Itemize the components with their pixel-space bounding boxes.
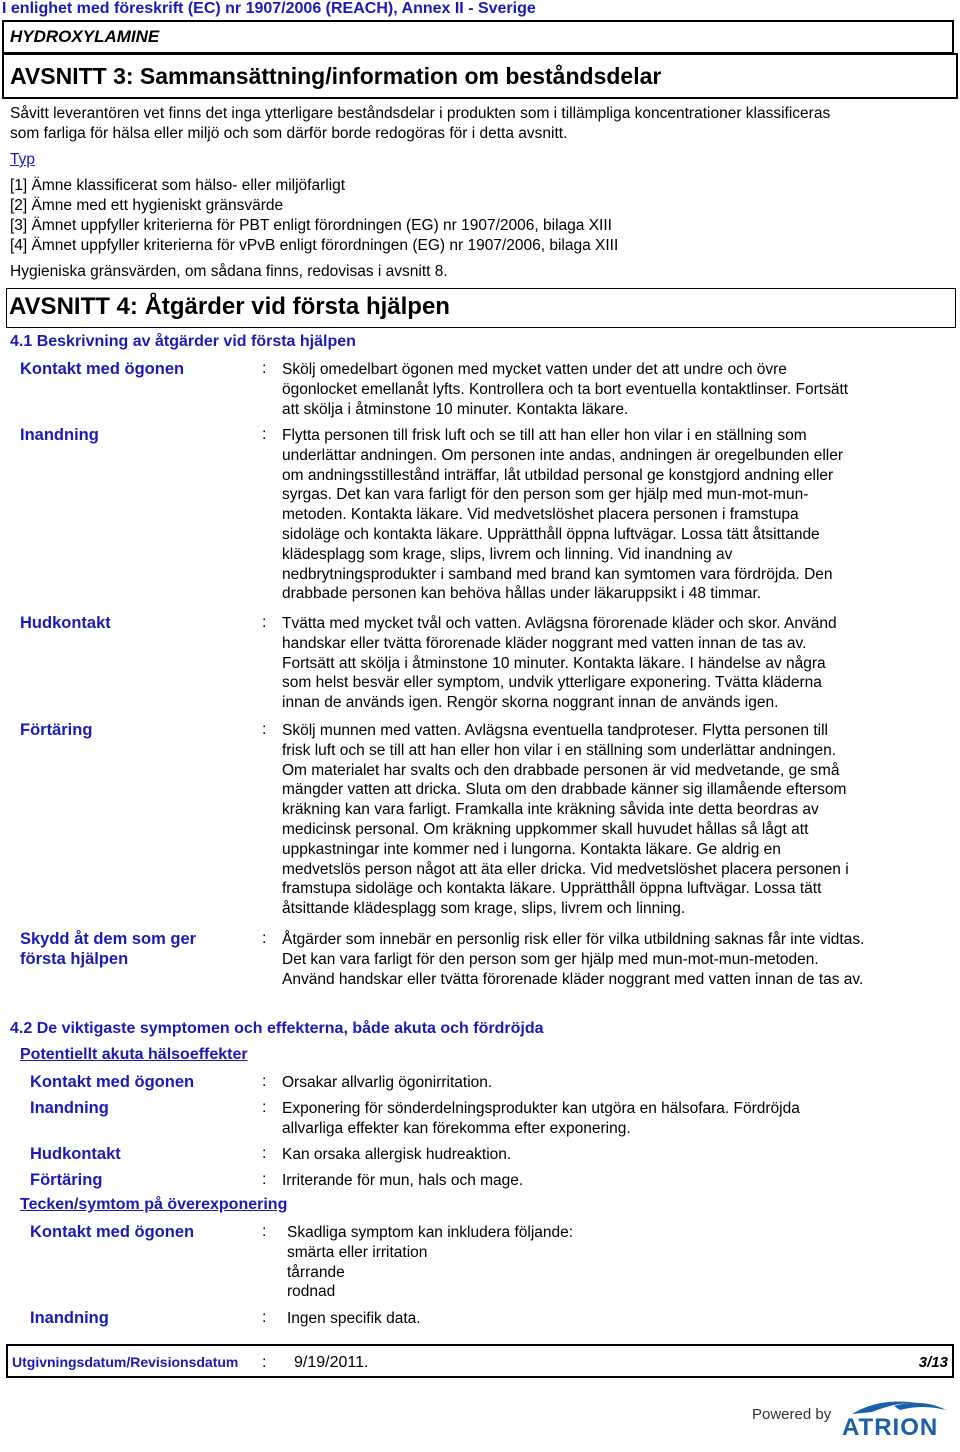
label-line: första hjälpen <box>20 950 129 968</box>
text-line: drabbade personen kan behöva hållas under läkaruppsikt i 48 timmar. <box>282 585 762 603</box>
text-line: Om materialet har svalts och den drabbade personen är vid medvetande, ge små <box>282 761 840 779</box>
product-name: HYDROXYLAMINE <box>10 27 160 46</box>
text-line: Fortsätt att skölja i åtminstone 10 minuter. Kontakta läkare. I händelse av några <box>282 654 826 672</box>
section3-intro-line-2: som farliga för hälsa eller miljö och som därför borde redogöras för i detta avsnitt. <box>10 125 568 142</box>
page-number: 3/13 <box>918 1354 948 1371</box>
text-line: att skölja i åtminstone 10 minuter. Kontakta läkare. <box>282 400 629 418</box>
item-text <box>282 930 864 989</box>
text-line: uppkastningar inte kommer ned i lungorna. Kontakta läkare. Ge aldrig en <box>282 840 781 858</box>
text-line: sidoläge och kontakta läkare. Upprätthåll öppna luftvägar. Lossa tätt åtsittande <box>282 525 820 543</box>
powered-by-text: Powered by <box>752 1406 832 1423</box>
text-line: tårrande <box>287 1263 345 1281</box>
revision-date: 9/19/2011. <box>294 1354 369 1371</box>
colon: : <box>262 721 267 738</box>
effect-label: Hudkontakt <box>30 1145 121 1163</box>
text-line: syrgas. Det kan vara farligt för den person som ger hjälp med mun-mot-mun- <box>282 486 809 504</box>
item-label: Hudkontakt <box>20 614 111 632</box>
text-line: framstupa sidoläge och kontakta läkare. Upprätthåll öppna luftvägar. Lossa tätt <box>282 880 822 898</box>
section4-heading-box <box>6 288 956 328</box>
effect-text <box>282 1099 800 1139</box>
regulation-header: I enlighet med föreskrift (EC) nr 1907/2006 (REACH), Annex II - Sverige <box>2 0 536 17</box>
colon: : <box>262 1145 267 1162</box>
type-label: Typ <box>10 151 35 168</box>
effect-text <box>287 1223 573 1302</box>
text-line: om andningsstillestånd inträffar, låt utbildad personal ge konstgjord andning eller <box>282 466 834 484</box>
text-line: metoden. Kontakta läkare. Vid medvetslöshet placera personen i framstupa <box>282 506 799 524</box>
text-line: Använd handskar eller tvätta förorenade kläder noggrant med vatten innan de tas av. <box>282 970 864 988</box>
text-line: Skölj omedelbart ögonen med mycket vatten under det att undre och övre <box>282 361 787 378</box>
colon: : <box>262 1309 267 1326</box>
text-line: smärta eller irritation <box>287 1243 428 1261</box>
text-line: ögonlocket emellanåt lyfts. Kontrollera och ta bort eventuella kontaktlinser. Fortsätt <box>282 380 849 398</box>
section4-title: AVSNITT 4: Åtgärder vid första hjälpen <box>9 293 450 320</box>
text-line: allvarliga effekter kan förekomma efter exponering. <box>282 1119 631 1137</box>
effect-label: Inandning <box>30 1099 109 1117</box>
text-line: nedbrytningsprodukter i samband med brand kan symtomen vara fördröjda. Den <box>282 565 833 583</box>
text-line: kräkning kan vara farligt. Framkalla inte kräkning såvida inte detta beordras av <box>282 801 819 819</box>
type-item: [3] Ämnet uppfyller kriterierna för PBT enligt förordningen (EG) nr 1907/2006, bilaga XIII <box>10 217 612 234</box>
type-item: [4] Ämnet uppfyller kriterierna för vPvB enligt förordningen (EG) nr 1907/2006, bilaga XIII <box>10 237 619 254</box>
colon: : <box>262 1099 267 1116</box>
text-line: Skadliga symptom kan inkludera följande: <box>287 1224 574 1241</box>
text-line: åtsittande klädesplagg som krage, slips, livrem och linning. <box>282 900 686 918</box>
effect-text: Ingen specifik data. <box>287 1310 421 1327</box>
text-line: Tvätta med mycket tvål och vatten. Avlägsna förorenade kläder och skor. Använd <box>282 615 837 632</box>
colon: : <box>262 1171 267 1188</box>
brand-name: ATRION <box>842 1414 939 1441</box>
text-line: rodnad <box>287 1283 336 1301</box>
type-item: [1] Ämne klassificerat som hälso- eller miljöfarligt <box>10 177 346 194</box>
text-line: Skölj munnen med vatten. Avlägsna eventuella tandproteser. Flytta personen till <box>282 722 828 739</box>
effect-label: Inandning <box>30 1309 109 1327</box>
effect-text: Irriterande för mun, hals och mage. <box>282 1172 524 1189</box>
section3-heading-box <box>2 53 958 99</box>
subsection-4-2: 4.2 De viktigaste symptomen och effekterna, både akuta och fördröjda <box>10 1020 544 1037</box>
colon: : <box>262 426 267 443</box>
item-label: Kontakt med ögonen <box>20 360 185 378</box>
hygiene-note: Hygieniska gränsvärden, om sådana finns, redovisas i avsnitt 8. <box>10 263 448 280</box>
item-label: Förtäring <box>20 721 93 739</box>
text-line: Exponering för sönderdelningsprodukter kan utgöra en hälsofara. Fördröjda <box>282 1100 800 1117</box>
type-item: [2] Ämne med ett hygieniskt gränsvärde <box>10 197 284 214</box>
item-text <box>282 721 849 919</box>
text-line: klädesplagg som krage, slips, livrem och linning. Vid inandning av <box>282 545 733 563</box>
overexposure-heading: Tecken/symtom på överexponering <box>20 1196 288 1213</box>
colon: : <box>262 1354 267 1371</box>
footer-bar <box>6 1344 954 1378</box>
item-text <box>282 360 848 419</box>
subsection-4-1: 4.1 Beskrivning av åtgärder vid första hjälpen <box>10 333 356 350</box>
colon: : <box>262 614 267 631</box>
revision-date-label: Utgivningsdatum/Revisionsdatum <box>12 1354 239 1370</box>
text-line: mängder vatten att dricka. Sluta om den drabbade känner sig illamående eftersom <box>282 781 847 799</box>
colon: : <box>262 1223 267 1240</box>
atrion-logo <box>842 1392 954 1442</box>
effect-label: Kontakt med ögonen <box>30 1073 195 1091</box>
potential-effects-heading: Potentiellt akuta hälsoeffekter <box>20 1046 248 1063</box>
effect-label: Kontakt med ögonen <box>30 1223 195 1241</box>
item-text <box>282 614 837 713</box>
section3-title: AVSNITT 3: Sammansättning/information om beståndsdelar <box>10 63 662 89</box>
text-line: innan de används igen. Rengör skorna noggrant innan de används igen. <box>282 694 779 712</box>
text-line: som helst besvär eller symptom, undvik ytterligare exponering. Tvätta kläderna <box>282 674 822 692</box>
effect-text: Kan orsaka allergisk hudreaktion. <box>282 1146 512 1163</box>
colon: : <box>262 930 267 947</box>
text-line: handskar eller tvätta förorenade kläder noggrant med vatten innan de tas av. <box>282 634 807 652</box>
section3-intro-line-1: Såvitt leverantören vet finns det inga ytterligare beståndsdelar i produkten som i tillämpliga koncentrationer klassificeras <box>10 105 831 122</box>
text-line: Flytta personen till frisk luft och se till att han eller hon vilar i en ställning som <box>282 427 807 444</box>
item-label <box>20 929 196 969</box>
text-line: medvetslös person något att äta eller dricka. Vid medvetslöshet placera personen i <box>282 860 849 878</box>
text-line: medicinsk personal. Om kräkning uppkommer skall huvudet hållas så lågt att <box>282 820 809 838</box>
text-line: frisk luft och se till att han eller hon vilar i en ställning som underlättar andningen. <box>282 741 836 759</box>
label-line: Skydd åt dem som ger <box>20 930 197 948</box>
colon: : <box>262 1073 267 1090</box>
item-label: Inandning <box>20 426 99 444</box>
colon: : <box>262 360 267 377</box>
effect-text: Orsakar allvarlig ögonirritation. <box>282 1074 493 1091</box>
effect-label: Förtäring <box>30 1171 103 1189</box>
text-line: underlättar andningen. Om personen inte andas, andningen är oregelbunden eller <box>282 446 843 464</box>
item-text <box>282 426 843 604</box>
product-title-box <box>2 20 954 54</box>
text-line: Det kan vara farligt för den person som ger hjälp med mun-mot-mun-metoden. <box>282 950 819 968</box>
text-line: Åtgärder som innebär en personlig risk eller för vilka utbildning saknas får inte vidtas. <box>282 931 865 948</box>
